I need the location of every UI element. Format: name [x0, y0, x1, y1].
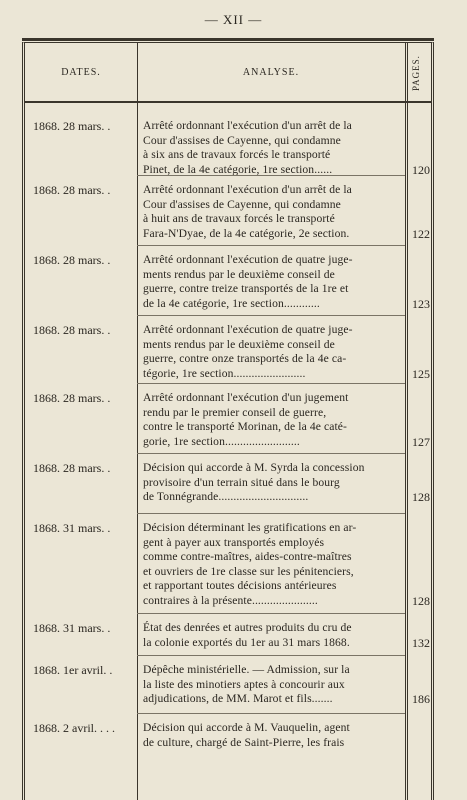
entry-separator: [137, 713, 405, 714]
entry-date: 1868. 31 mars. .: [33, 521, 111, 535]
entry-analysis-line: État des denrées et autres produits du cru de: [143, 621, 352, 634]
entry-date: 1868. 28 mars. .: [33, 391, 111, 405]
entry-analysis-line: contre le transporté Morinan, de la 4e caté-: [143, 420, 347, 434]
entry-analysis-line: guerre, contre onze transportés de la 4e ca-: [143, 352, 347, 366]
entry-analysis-line: ments rendus par le deuxième conseil de: [143, 337, 335, 351]
entry-analysis-line: adjudications, de MM. Marot et fils.......: [143, 692, 333, 706]
entry-page: 127: [412, 434, 430, 449]
entry-analysis-line: Arrêté ordonnant l'exécution d'un arrêt de la: [143, 119, 352, 132]
entry-analysis-line: Fara-N'Dyae, de la 4e catégorie, 2e section.: [143, 226, 350, 240]
page-number: — XII —: [204, 12, 263, 27]
entry-analysis-line: de la 4e catégorie, 1re section............: [143, 296, 320, 310]
entry-separator: [137, 513, 405, 514]
header-analyse: ANALYSE.: [242, 67, 300, 78]
entry-page: 125: [412, 366, 430, 381]
entry-date: 1868. 28 mars. .: [33, 323, 111, 337]
entry-analysis-line: Arrêté ordonnant l'exécution de quatre juge-: [143, 323, 353, 336]
entry-analysis-line: la colonie exportés du 1er au 31 mars 1868.: [143, 635, 350, 649]
entry-analysis: [143, 391, 401, 449]
column-divider-pages: [405, 43, 408, 800]
entry-separator: [137, 245, 405, 246]
entry-date: 1868. 28 mars. .: [33, 253, 111, 267]
entry-analysis-line: gorie, 1re section.........................: [143, 434, 300, 448]
entry-analysis-line: à six ans de travaux forcés le transporté: [143, 148, 331, 162]
entry-analysis-line: rendu par le premier conseil de guerre,: [143, 405, 327, 419]
header-dates: DATES.: [61, 67, 101, 78]
entry-analysis-line: Décision qui accorde à M. Syrda la concession: [143, 461, 365, 474]
entry-analysis-line: de culture, chargé de Saint-Pierre, les frais: [143, 735, 345, 749]
entry-analysis-line: la liste des minotiers aptes à concourir aux: [143, 677, 345, 691]
entry-page: 128: [412, 490, 430, 505]
entry-analysis: [143, 721, 401, 750]
entry-analysis-line: comme contre-maîtres, aides-contre-maîtres: [143, 550, 352, 564]
entry-separator: [137, 383, 405, 384]
entry-date: 1868. 28 mars. .: [33, 183, 111, 197]
entry-separator: [137, 175, 405, 176]
entry-analysis-line: Cour d'assises de Cayenne, qui condamne: [143, 133, 341, 147]
entry-analysis: [143, 323, 401, 381]
entry-analysis-line: de Tonnégrande..............................: [143, 490, 309, 504]
entry-page: 123: [412, 296, 430, 311]
entry-analysis-line: à huit ans de travaux forcés le transporté: [143, 212, 335, 226]
entry-page: 122: [412, 226, 430, 241]
entry-analysis-line: Dépêche ministérielle. — Admission, sur la: [143, 663, 350, 676]
entry-analysis-line: provisoire d'un terrain situé dans le bourg: [143, 475, 340, 489]
entry-separator: [137, 613, 405, 614]
entry-page: 186: [412, 692, 430, 707]
entry-analysis-line: et rapportant toutes décisions antérieures: [143, 579, 337, 593]
entry-analysis: [143, 521, 401, 609]
entry-analysis-line: Arrêté ordonnant l'exécution d'un arrêt de la: [143, 183, 352, 196]
entry-page: 132: [412, 635, 430, 650]
entry-analysis: [143, 183, 401, 241]
entry-page: 128: [412, 594, 430, 608]
entry-analysis: [143, 621, 401, 650]
entry-analysis: [143, 663, 401, 707]
entry-date: 1868. 28 mars. .: [33, 119, 111, 133]
entry-analysis-line: Arrêté ordonnant l'exécution de quatre juge-: [143, 253, 353, 266]
table-header: [25, 43, 431, 103]
entry-analysis-line: Arrêté ordonnant l'exécution d'un jugement: [143, 391, 349, 404]
entry-analysis: [143, 253, 401, 311]
entry-analysis-line: gent à payer aux transportés employés: [143, 535, 325, 549]
entry-analysis-line: tégorie, 1re section........................: [143, 366, 306, 380]
header-pages: PAGES.: [411, 55, 421, 91]
entry-analysis-line: contraires à la présente......................: [143, 593, 318, 607]
entry-date: 1868. 2 avril. . . .: [33, 721, 115, 735]
entry-analysis-line: ments rendus par le deuxième conseil de: [143, 267, 335, 281]
entry-date: 1868. 31 mars. .: [33, 621, 111, 635]
entry-date: 1868. 1er avril. .: [33, 663, 113, 677]
index-table: [22, 42, 434, 800]
entry-page: 120: [412, 162, 430, 177]
entry-analysis-line: Décision qui accorde à M. Vauquelin, agent: [143, 721, 350, 734]
entry-analysis: [143, 461, 401, 505]
column-divider-dates: [137, 43, 138, 800]
entry-separator: [137, 453, 405, 454]
entry-analysis-line: Pinet, de la 4e catégorie, 1re section......: [143, 162, 333, 176]
entry-date: 1868. 28 mars. .: [33, 461, 111, 475]
entry-analysis-line: Cour d'assises de Cayenne, qui condamne: [143, 197, 341, 211]
entry-analysis-line: et ouvriers de 1re classe sur les pénitenciers,: [143, 564, 354, 578]
entry-analysis-line: guerre, contre treize transportés de la 1re et: [143, 282, 349, 296]
entry-separator: [137, 315, 405, 316]
table-top-rule: [22, 38, 434, 41]
entry-analysis-line: Décision déterminant les gratifications en ar-: [143, 521, 357, 534]
entry-separator: [137, 655, 405, 656]
entry-analysis: [143, 119, 401, 177]
